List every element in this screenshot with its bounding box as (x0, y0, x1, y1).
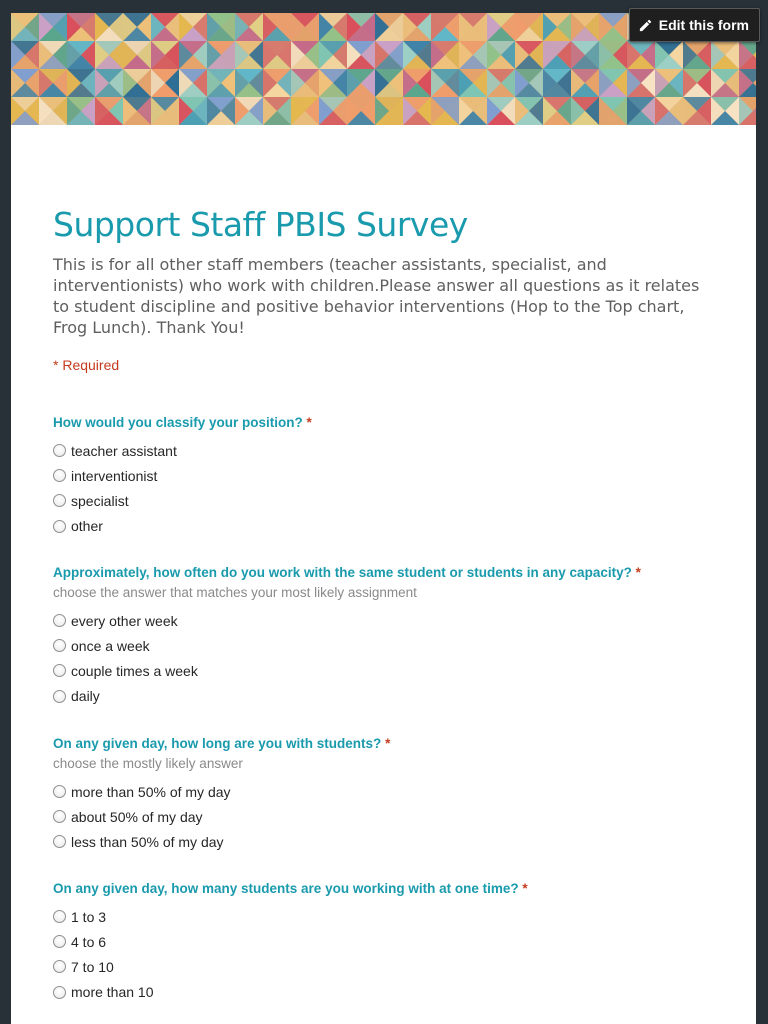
radio-option[interactable] (53, 804, 733, 829)
option-label: 4 to 6 (71, 933, 107, 950)
radio-button[interactable] (53, 469, 66, 482)
radio-button[interactable] (53, 986, 66, 999)
radio-option[interactable] (53, 463, 733, 488)
radio-button[interactable] (53, 664, 66, 677)
option-label: every other week (71, 612, 178, 629)
form-title: Support Staff PBIS Survey (53, 205, 468, 244)
option-label: specialist (71, 492, 129, 509)
radio-button[interactable] (53, 810, 66, 823)
question-title: On any given day, how long are you with students? * (53, 736, 391, 751)
question-help-text: choose the answer that matches your most likely assignment (53, 585, 417, 600)
radio-group (53, 904, 733, 1005)
option-label: other (71, 518, 103, 535)
question-title: On any given day, how many students are you working with at one time? * (53, 881, 528, 896)
radio-button[interactable] (53, 690, 66, 703)
radio-option[interactable] (53, 684, 733, 709)
radio-group (53, 438, 733, 539)
option-label: more than 10 (71, 984, 154, 1001)
form-card (11, 125, 756, 1024)
radio-group (53, 608, 733, 709)
option-label: more than 50% of my day (71, 783, 231, 800)
question-position (53, 415, 733, 539)
radio-option[interactable] (53, 929, 733, 954)
question-group-size (53, 881, 733, 1005)
question-duration (53, 736, 733, 855)
option-label: once a week (71, 637, 150, 654)
radio-button[interactable] (53, 935, 66, 948)
question-title: How would you classify your position? * (53, 415, 312, 430)
radio-option[interactable] (53, 779, 733, 804)
radio-group (53, 779, 733, 855)
radio-option[interactable] (53, 488, 733, 513)
radio-option[interactable] (53, 829, 733, 854)
radio-option[interactable] (53, 954, 733, 979)
question-frequency (53, 565, 733, 709)
radio-button[interactable] (53, 835, 66, 848)
radio-option[interactable] (53, 438, 733, 463)
radio-button[interactable] (53, 444, 66, 457)
edit-form-label: Edit this form (658, 17, 749, 33)
required-note: * Required (53, 357, 120, 373)
option-label: couple times a week (71, 662, 198, 679)
form-description: This is for all other staff members (teacher assistants, specialist, and interventionists) who work with children.Please answer all questions as it relates to student discipline and positive behavior interventions (Hop to the Top chart, Frog Lunch). Thank You! (53, 255, 700, 337)
required-star: * (306, 415, 312, 430)
option-label: teacher assistant (71, 442, 177, 459)
radio-option[interactable] (53, 608, 733, 633)
radio-option[interactable] (53, 904, 733, 929)
question-title: Approximately, how often do you work with the same student or students in any capacity? * (53, 565, 641, 580)
radio-option[interactable] (53, 514, 733, 539)
radio-option[interactable] (53, 980, 733, 1005)
option-label: interventionist (71, 467, 158, 484)
required-star: * (385, 736, 391, 751)
question-help-text: choose the mostly likely answer (53, 756, 243, 771)
option-label: about 50% of my day (71, 808, 203, 825)
radio-button[interactable] (53, 960, 66, 973)
pencil-icon (638, 18, 653, 33)
required-star: * (635, 565, 641, 580)
edit-form-button[interactable] (629, 8, 760, 42)
radio-button[interactable] (53, 639, 66, 652)
radio-button[interactable] (53, 910, 66, 923)
radio-option[interactable] (53, 633, 733, 658)
radio-button[interactable] (53, 785, 66, 798)
option-label: daily (71, 688, 100, 705)
option-label: 7 to 10 (71, 958, 114, 975)
radio-button[interactable] (53, 520, 66, 533)
required-star: * (522, 881, 528, 896)
radio-option[interactable] (53, 658, 733, 683)
option-label: less than 50% of my day (71, 833, 224, 850)
option-label: 1 to 3 (71, 908, 107, 925)
radio-button[interactable] (53, 614, 66, 627)
radio-button[interactable] (53, 494, 66, 507)
